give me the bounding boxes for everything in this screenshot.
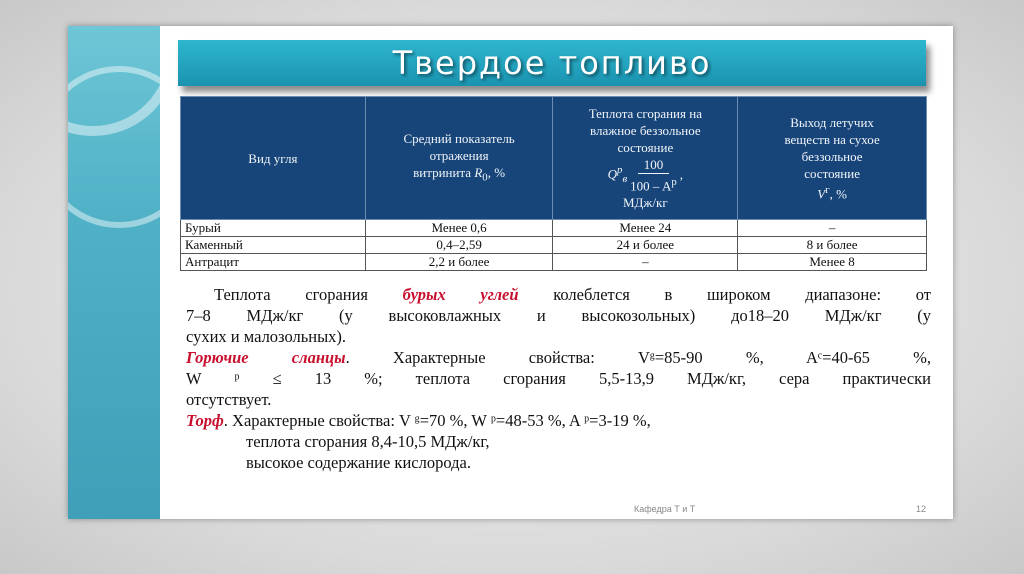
footer-page-number: 12: [916, 504, 927, 514]
cell-reflectance: 0,4–2,59: [365, 237, 553, 254]
heat-formula: [608, 156, 683, 194]
cell-volatile: Менее 8: [738, 254, 927, 271]
header-reflectance-line: Средний показатель: [403, 130, 515, 146]
cell-reflectance: 2,2 и более: [365, 254, 553, 271]
highlight-brown-coal: бурых углей: [402, 285, 519, 304]
heat-symbol-letter: Q: [607, 166, 618, 182]
cell-heat: –: [553, 254, 738, 271]
heat-fraction-denominator-sup: р: [671, 175, 677, 188]
paragraph-brown-coal: [186, 284, 931, 305]
header-coal-type: [181, 97, 366, 220]
heat-unit: МДж/кг: [623, 195, 668, 211]
header-volatile-line: состояние: [804, 165, 860, 181]
reflectance-unit: , %: [487, 164, 506, 180]
heat-symbol-sup: р: [617, 164, 623, 177]
header-heat-line: Теплота сгорания на: [588, 105, 702, 121]
text-line: W ᵖ ≤ 13 %; теплота сгорания 5,5-13,9 МДж/кг, сера практически: [186, 369, 931, 388]
heat-symbol-sub: в: [622, 172, 628, 185]
header-heat-line: состояние: [617, 139, 674, 155]
header-reflectance: [365, 97, 553, 220]
table-row: [181, 237, 927, 254]
volatile-symbol: V: [817, 186, 826, 202]
reflectance-symbol-sub: 0: [482, 171, 488, 184]
text-line: отсутствует.: [186, 390, 272, 409]
header-volatile-line: веществ на сухое: [784, 131, 880, 147]
cell-reflectance: Менее 0,6: [365, 220, 553, 237]
header-reflectance-text: витринита: [413, 164, 472, 180]
cell-coal-name: Бурый: [181, 220, 366, 237]
heat-symbol: [608, 162, 628, 188]
header-volatile-line: беззольное: [801, 148, 863, 164]
text-line: 7–8 МДж/кг (у высоковлажных и высокозольных) до18–20 МДж/кг (у: [186, 306, 931, 325]
text-segment: Теплота сгорания: [214, 285, 403, 304]
volatile-symbol-sup: г: [825, 183, 830, 196]
cell-heat: Менее 24: [553, 220, 738, 237]
header-heat-value: [553, 97, 738, 220]
footer-department: Кафедра Т и Т: [634, 504, 696, 514]
cell-volatile: –: [738, 220, 927, 237]
header-coal-type-label: Вид угля: [248, 150, 298, 166]
slide: [68, 26, 953, 519]
header-reflectance-line: отражения: [429, 147, 489, 163]
text-segment: колеблется в широком диапазоне: от: [518, 285, 931, 304]
paragraph-oil-shale: [186, 347, 931, 368]
text-line: высокое содержание кислорода.: [246, 453, 471, 472]
reflectance-symbol-letter: R: [474, 164, 483, 180]
header-heat-line: влажное беззольное: [589, 122, 701, 138]
text-segment: . Характерные свойства: V ᵍ=70 %, W ᵖ=48-53 %, A ᵖ=3-19 %,: [223, 411, 651, 430]
cell-volatile: 8 и более: [738, 237, 927, 254]
table-row: [181, 220, 927, 237]
slide-title: Твердое топливо: [392, 44, 712, 82]
highlight-oil-shale: Горючие сланцы: [186, 348, 346, 367]
title-banner: [178, 40, 926, 86]
heat-comma: ,: [679, 167, 684, 183]
header-reflectance-line: [370, 164, 549, 187]
heat-fraction-numerator: 100: [638, 156, 670, 174]
heat-fraction: [630, 156, 677, 194]
heat-fraction-denominator-text: 100 – A: [630, 178, 672, 194]
paragraph-peat: [186, 410, 931, 431]
table-header-row: [181, 97, 927, 220]
coal-table: [180, 96, 927, 271]
header-volatile-yield: [738, 97, 927, 220]
cell-coal-name: Каменный: [181, 237, 366, 254]
volatile-unit: , %: [829, 186, 847, 202]
text-line: теплота сгорания 8,4-10,5 МДж/кг,: [246, 432, 490, 451]
cell-coal-name: Антрацит: [181, 254, 366, 271]
body-text: [186, 284, 931, 473]
text-segment: . Характерные свойства: Vᵍ=85-90 %, Aᶜ=40-65 %,: [345, 348, 931, 367]
heat-fraction-denominator: [630, 174, 677, 194]
header-volatile-line: Выход летучих: [790, 114, 874, 130]
reflectance-symbol: [474, 164, 488, 184]
table-row: [181, 254, 927, 271]
highlight-peat: Торф: [186, 411, 224, 430]
text-line: сухих и малозольных).: [186, 327, 347, 346]
volatile-symbol-line: [742, 182, 922, 202]
cell-heat: 24 и более: [553, 237, 738, 254]
